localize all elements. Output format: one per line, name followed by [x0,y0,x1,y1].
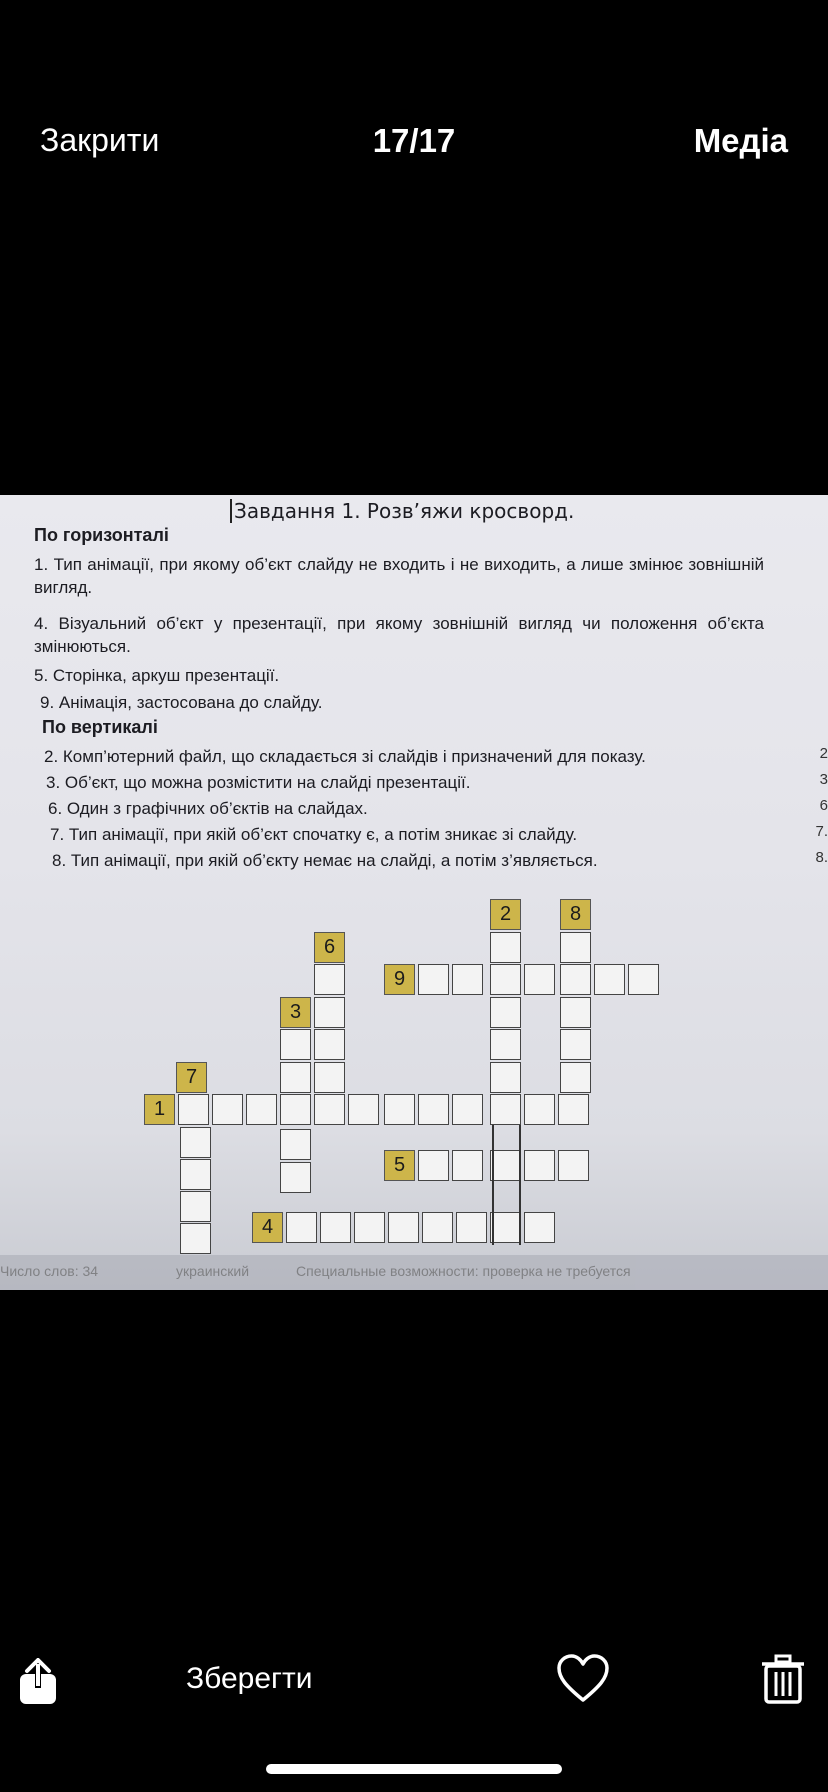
grid-line [492,1125,494,1245]
crossword-cell [422,1212,453,1243]
share-icon [18,1658,58,1706]
crossword-cell [524,1094,555,1125]
crossword-cell [558,1094,589,1125]
crossword-cell [314,964,345,995]
crossword-cell [280,1129,311,1160]
crossword-cell [524,964,555,995]
crossword-cell [280,1062,311,1093]
word-status-bar [0,1255,828,1290]
delete-button[interactable] [760,1654,806,1704]
crossword-cell [348,1094,379,1125]
crossword-cell [354,1212,385,1243]
crossword-cell [490,964,521,995]
trash-icon [760,1654,806,1704]
crossword-number-cell: 6 [314,932,345,963]
horizontal-header: По горизонталі [34,525,169,545]
crossword-cell [212,1094,243,1125]
crossword-cell [280,1029,311,1060]
crossword-cell [490,1212,521,1243]
crossword-cell [314,1094,345,1125]
edge-fragment: 3 [819,771,828,788]
horizontal-clue: 5. Сторінка, аркуш презентації. [34,666,280,685]
horizontal-clue: 9. Анімація, застосована до слайду. [40,693,323,712]
crossword-cell [560,932,591,963]
crossword-grid [0,495,828,1290]
crossword-cell [246,1094,277,1125]
crossword-cell [560,1029,591,1060]
edge-fragment: 6 [819,797,828,814]
crossword-cell [558,1150,589,1181]
crossword-cell [524,1212,555,1243]
photo-viewer[interactable] [0,495,828,1290]
crossword-cell [490,1094,521,1125]
crossword-cell [560,997,591,1028]
edge-fragment: 7. [815,823,828,840]
crossword-number-cell: 1 [144,1094,175,1125]
crossword-cell [490,997,521,1028]
bottom-toolbar [0,1640,828,1720]
edge-fragment: 8. [815,849,828,866]
crossword-cell [452,1094,483,1125]
vertical-clue: 2. Комп’ютерний файл, що складається зі слайдів і призначений для показу. [44,747,646,766]
document-title: Завдання 1. Розв’яжи кросворд. [234,499,575,523]
crossword-cell [180,1127,211,1158]
favorite-button[interactable] [556,1654,610,1704]
crossword-cell [178,1094,209,1125]
crossword-cell [456,1212,487,1243]
crossword-cell [628,964,659,995]
vertical-clue: 6. Один з графічних об’єктів на слайдах. [48,799,368,818]
crossword-cell [314,1029,345,1060]
grid-line [519,1125,521,1245]
crossword-cell [452,1150,483,1181]
word-count: Число слов: 34 [0,1263,99,1279]
crossword-number-cell: 8 [560,899,591,930]
crossword-cell [560,1062,591,1093]
crossword-number-cell: 9 [384,964,415,995]
crossword-cell [490,932,521,963]
vertical-header: По вертикалі [42,717,158,737]
accessibility-indicator: Специальные возможности: проверка не требуется [296,1263,631,1279]
save-button[interactable]: Зберегти [186,1662,313,1695]
vertical-clue: 7. Тип анімації, при якій об’єкт спочатку є, а потім зникає зі слайду. [50,825,578,844]
crossword-number-cell: 3 [280,997,311,1028]
home-indicator[interactable] [266,1764,562,1774]
crossword-cell [286,1212,317,1243]
crossword-cell [314,997,345,1028]
crossword-cell [280,1094,311,1125]
close-button[interactable]: Закрити [40,122,160,158]
top-bar [0,110,828,170]
crossword-cell [180,1223,211,1254]
crossword-cell [180,1159,211,1190]
crossword-number-cell: 7 [176,1062,207,1093]
crossword-number-cell: 5 [384,1150,415,1181]
vertical-clue: 8. Тип анімації, при якій об’єкту немає на слайді, а потім з’являється. [52,851,598,870]
horizontal-clue: 1. Тип анімації, при якому об’єкт слайду не входить і не виходить, а лише змінює зовнішній вигляд. [34,555,764,597]
crossword-cell [594,964,625,995]
crossword-cell [452,964,483,995]
heart-icon [556,1654,610,1704]
crossword-cell [524,1150,555,1181]
crossword-cell [418,1150,449,1181]
crossword-number-cell: 4 [252,1212,283,1243]
crossword-cell [180,1191,211,1222]
vertical-clue: 3. Об’єкт, що можна розмістити на слайді презентації. [46,773,471,792]
language-indicator: украинский [176,1263,250,1279]
crossword-cell [490,1062,521,1093]
share-button[interactable] [18,1658,58,1706]
crossword-cell [560,964,591,995]
crossword-number-cell: 2 [490,899,521,930]
edge-fragment: 2 [819,745,828,762]
crossword-cell [418,1094,449,1125]
crossword-cell [384,1094,415,1125]
media-button[interactable]: Медіа [693,122,788,159]
crossword-cell [314,1062,345,1093]
crossword-cell [388,1212,419,1243]
crossword-cell [490,1150,521,1181]
photo-counter-text: 17/17 [372,122,456,159]
crossword-cell [418,964,449,995]
crossword-cell [280,1162,311,1193]
crossword-cell [320,1212,351,1243]
crossword-cell [490,1029,521,1060]
horizontal-clue: 4. Візуальний об’єкт у презентації, при якому зовнішній вигляд чи положення об’єкта змінюються. [34,614,764,656]
